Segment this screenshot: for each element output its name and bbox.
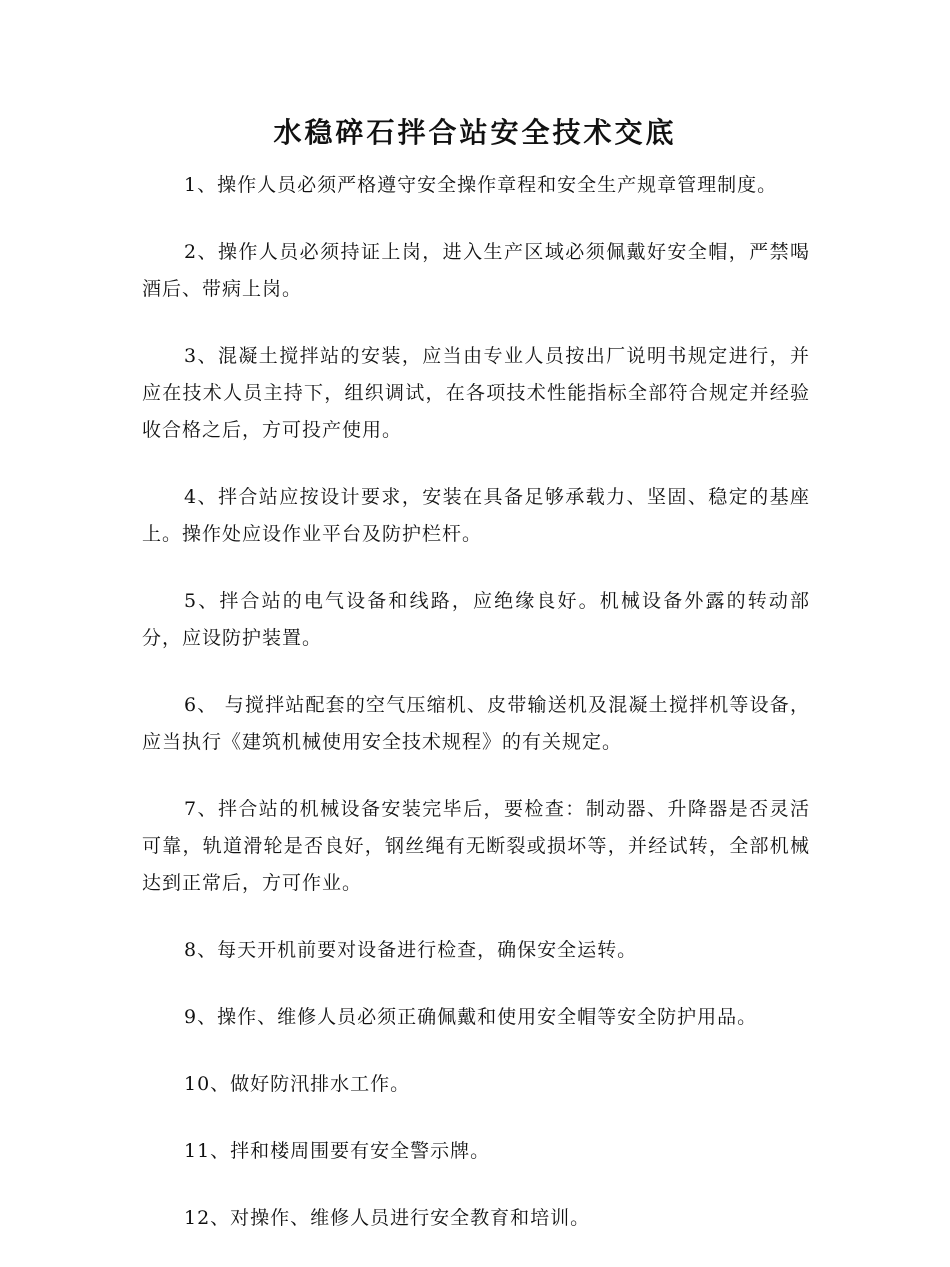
paragraph-8: 8、每天开机前要对设备进行检查，确保安全运转。 bbox=[184, 939, 638, 961]
paragraph-2: 2、操作人员必须持证上岗，进入生产区域必须佩戴好安全帽，严禁喝酒后、带病上岗。 bbox=[142, 241, 810, 300]
document-body bbox=[142, 167, 810, 1267]
paragraph-11: 11、拌和楼周围要有安全警示牌。 bbox=[184, 1140, 491, 1162]
paragraph-3: 3、混凝土搅拌站的安装，应当由专业人员按出厂说明书规定进行，并应在技术人员主持下，组织调试，在各项技术性能指标全部符合规定并经验收合格之后，方可投产使用。 bbox=[142, 345, 810, 441]
paragraph-5: 5、拌合站的电气设备和线路，应绝缘良好。机械设备外露的转动部分，应设防护装置。 bbox=[142, 590, 810, 649]
paragraph-9: 9、操作、维修人员必须正确佩戴和使用安全帽等安全防护用品。 bbox=[184, 1006, 758, 1028]
paragraph-6: 6、 与搅拌站配套的空气压缩机、皮带输送机及混凝土搅拌机等设备，应当执行《建筑机械使用安全技术规程》的有关规定。 bbox=[142, 694, 810, 753]
paragraph-7: 7、拌合站的机械设备安装完毕后，要检查：制动器、升降器是否灵活可靠，轨道滑轮是否良好，钢丝绳有无断裂或损坏等，并经试转，全部机械达到正常后，方可作业。 bbox=[142, 798, 810, 894]
paragraph-4: 4、拌合站应按设计要求，安装在具备足够承载力、坚固、稳定的基座上。操作处应设作业平台及防护栏杆。 bbox=[142, 486, 810, 545]
paragraph-1: 1、操作人员必须严格遵守安全操作章程和安全生产规章管理制度。 bbox=[184, 174, 778, 196]
document-title: 水稳碎石拌合站安全技术交底 bbox=[273, 116, 677, 149]
paragraph-10: 10、做好防汛排水工作。 bbox=[184, 1073, 411, 1095]
paragraph-12: 12、对操作、维修人员进行安全教育和培训。 bbox=[184, 1207, 591, 1229]
